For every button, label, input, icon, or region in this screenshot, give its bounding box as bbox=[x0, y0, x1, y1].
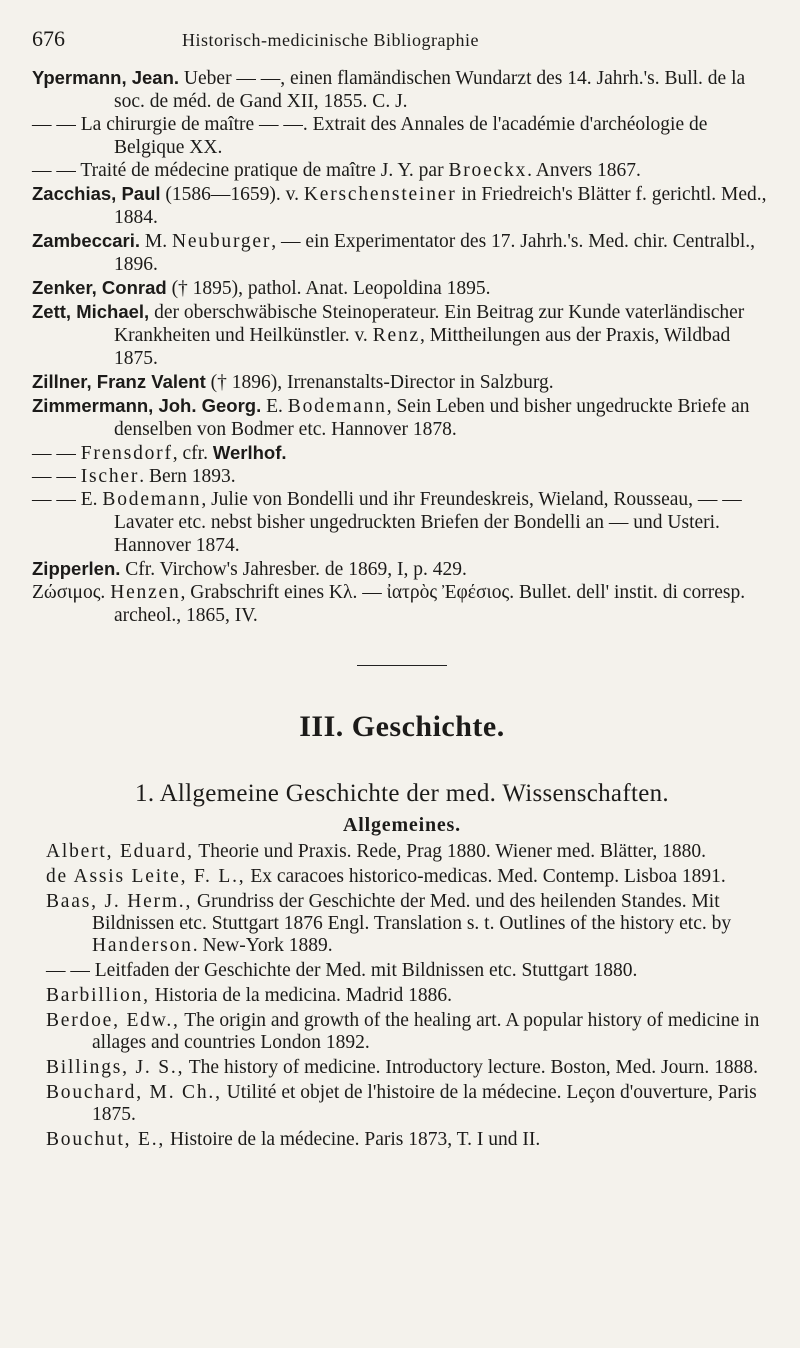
entry-zimmermann-2 bbox=[32, 441, 772, 465]
entry-spaced-author: Henzen bbox=[110, 582, 181, 603]
entry-dash: — — bbox=[32, 489, 76, 510]
entry-text: The origin and growth of the healing art. A popular history of medicine in allages and countries London 1892. bbox=[92, 1010, 760, 1053]
subsection-title: Allgemeines. bbox=[343, 814, 461, 836]
entry-zenker bbox=[32, 276, 772, 300]
entry-text: M. bbox=[144, 231, 172, 252]
entry-author: Albert, Eduard, bbox=[46, 841, 194, 862]
page-number: 676 bbox=[32, 26, 65, 51]
entry-name: Zenker, Conrad bbox=[32, 277, 167, 298]
entry-author: Baas, J. Herm., bbox=[46, 891, 193, 912]
entry-spaced-author: Renz bbox=[372, 325, 420, 346]
entry-text: E. bbox=[266, 396, 288, 417]
entry-zimmermann bbox=[32, 394, 772, 441]
entry-zimmermann-4 bbox=[32, 488, 772, 557]
entry-text-after: , Grabschrift eines Κλ. — ἰατρὸς Ἐφέσιος. Bullet. dell' instit. di corresp. archeol., 1865, IV. bbox=[114, 582, 746, 626]
entry-text-after: , — ein Experimentator des 17. Jahrh.'s. Med. chir. Centralbl., 1896. bbox=[114, 231, 756, 275]
entry-name: Zimmermann, Joh. Georg. bbox=[32, 395, 262, 416]
entry-name: Zett, Michael, bbox=[32, 301, 150, 322]
section-divider bbox=[357, 665, 447, 666]
entry-berdoe bbox=[32, 1010, 772, 1054]
entry-text: († 1895), pathol. Anat. Leopoldina 1895. bbox=[171, 278, 491, 299]
entry-text: Traité de médecine pratique de maître J. Y. par bbox=[80, 160, 449, 181]
entry-text: († 1896), Irrenanstalts-Director in Salzburg. bbox=[210, 372, 554, 393]
entry-ypermann-2 bbox=[32, 113, 772, 159]
entry-text-after: , cfr. bbox=[172, 443, 213, 464]
entry-baas bbox=[32, 891, 772, 957]
entry-text: (1586—1659). v. bbox=[165, 184, 304, 205]
entry-zosimos bbox=[32, 581, 772, 627]
entry-de-assis-leite bbox=[32, 866, 772, 888]
section-title: 1. Allgemeine Geschichte der med. Wissenschaften. bbox=[135, 780, 669, 807]
entry-barbillion bbox=[32, 985, 772, 1007]
entry-text: The history of medicine. Introductory lecture. Boston, Med. Journ. 1888. bbox=[184, 1057, 758, 1078]
entry-text-after: , Sein Leben und bisher ungedruckte Briefe an denselben von Bodmer etc. Hannover 1878. bbox=[114, 396, 750, 440]
entry-text: Histoire de la médecine. Paris 1873, T. I und II. bbox=[165, 1129, 541, 1150]
entry-author: Bouchard, M. Ch., bbox=[46, 1082, 222, 1103]
entry-spaced-author: Neuburger bbox=[171, 231, 272, 252]
entry-author: Barbillion, bbox=[46, 985, 150, 1006]
entry-spaced-author: Kerschensteiner bbox=[303, 184, 457, 205]
entry-text: Ex caracoes historico-medicas. Med. Contemp. Lisboa 1891. bbox=[245, 866, 726, 887]
entry-albert bbox=[32, 841, 772, 863]
entry-zett bbox=[32, 300, 772, 370]
entry-baas-2 bbox=[32, 960, 772, 982]
entry-author: de Assis Leite, F. L., bbox=[46, 866, 246, 887]
entry-text: der oberschwäbische Steinoperateur. Ein Beitrag zur Kunde vaterländischer Krankheiten und Heilkünstler. v. bbox=[114, 302, 745, 346]
entry-zimmermann-3 bbox=[32, 465, 772, 488]
entry-spaced-author: Ischer bbox=[80, 466, 140, 487]
entry-dash: — — bbox=[32, 466, 76, 487]
entry-text: E. bbox=[80, 489, 103, 510]
running-title: Historisch-medicinische Bibliographie bbox=[182, 30, 479, 50]
entry-ypermann-3 bbox=[32, 159, 772, 182]
entry-text-after: . New-York 1889. bbox=[192, 935, 333, 956]
entry-greek-name: Ζώσιμος. bbox=[32, 582, 106, 603]
entry-ypermann bbox=[32, 66, 772, 113]
entry-name: Ypermann, Jean. bbox=[32, 67, 180, 88]
entry-billings bbox=[32, 1057, 772, 1079]
entry-text: Ueber — —, einen flamändischen Wundarzt des 14. Jahrh.'s. Bull. de la soc. de méd. de Gand XII, 1855. C. J. bbox=[114, 68, 746, 112]
entry-spaced-author: Handerson bbox=[92, 935, 193, 956]
bibliography-entries-general bbox=[32, 841, 772, 1151]
chapter-title: III. Geschichte. bbox=[299, 710, 505, 743]
entry-author: Bouchut, E., bbox=[46, 1129, 166, 1150]
entry-text-after: . Bern 1893. bbox=[139, 466, 236, 487]
entry-spaced-author: Bodemann bbox=[102, 489, 202, 510]
entry-dash: — — bbox=[32, 443, 76, 464]
entry-text-after: in Friedreich's Blätter f. gerichtl. Med., 1884. bbox=[114, 184, 767, 228]
entry-zillner bbox=[32, 370, 772, 394]
bibliography-entries-z bbox=[32, 66, 772, 627]
entry-zacchias bbox=[32, 182, 772, 229]
entry-name: Zillner, Franz Valent bbox=[32, 371, 206, 392]
entry-text: Cfr. Virchow's Jahresber. de 1869, I, p. 429. bbox=[125, 559, 467, 580]
entry-bouchard bbox=[32, 1082, 772, 1126]
entry-bouchut bbox=[32, 1129, 772, 1151]
entry-dash: — — bbox=[32, 114, 76, 135]
entry-zambeccari bbox=[32, 229, 772, 276]
book-page bbox=[32, 26, 772, 1154]
page-header bbox=[32, 26, 772, 66]
entry-zipperlen bbox=[32, 557, 772, 581]
entry-spaced-author: Broeckx bbox=[448, 160, 528, 181]
entry-text: La chirurgie de maître — —. Extrait des Annales de l'académie d'archéologie de Belgique XX. bbox=[80, 114, 708, 158]
cross-reference: Werlhof. bbox=[212, 442, 287, 463]
entry-text-after: , Julie von Bondelli und ihr Freundeskreis, Wieland, Rousseau, — — Lavater etc. nebst bisher ungedruckten Briefen der Bondelli an — und Usteri. Hannover 1874. bbox=[114, 489, 742, 556]
entry-text: Grundriss der Geschichte der Med. und des heilenden Standes. Mit Bildnissen etc. Stuttgart 1876 Engl. Translation s. t. Outlines of the history etc. by bbox=[92, 891, 732, 934]
entry-text-after: , Mittheilungen aus der Praxis, Wildbad 1875. bbox=[114, 325, 731, 369]
entry-author: Billings, J. S., bbox=[46, 1057, 185, 1078]
entry-name: Zipperlen. bbox=[32, 558, 121, 579]
entry-text-after: . Anvers 1867. bbox=[527, 160, 641, 181]
entry-author: — — bbox=[46, 960, 90, 981]
entry-dash: — — bbox=[32, 160, 76, 181]
entry-name: Zambeccari. bbox=[32, 230, 140, 251]
entry-text: Historia de la medicina. Madrid 1886. bbox=[149, 985, 452, 1006]
entry-spaced-author: Frensdorf bbox=[80, 443, 173, 464]
entry-text: Theorie und Praxis. Rede, Prag 1880. Wiener med. Blätter, 1880. bbox=[193, 841, 706, 862]
entry-spaced-author: Bodemann bbox=[287, 396, 387, 417]
entry-text: Leitfaden der Geschichte der Med. mit Bildnissen etc. Stuttgart 1880. bbox=[89, 960, 638, 981]
entry-text: Utilité et objet de l'histoire de la médecine. Leçon d'ouverture, Paris 1875. bbox=[92, 1082, 757, 1125]
entry-author: Berdoe, Edw., bbox=[46, 1010, 180, 1031]
entry-name: Zacchias, Paul bbox=[32, 183, 161, 204]
